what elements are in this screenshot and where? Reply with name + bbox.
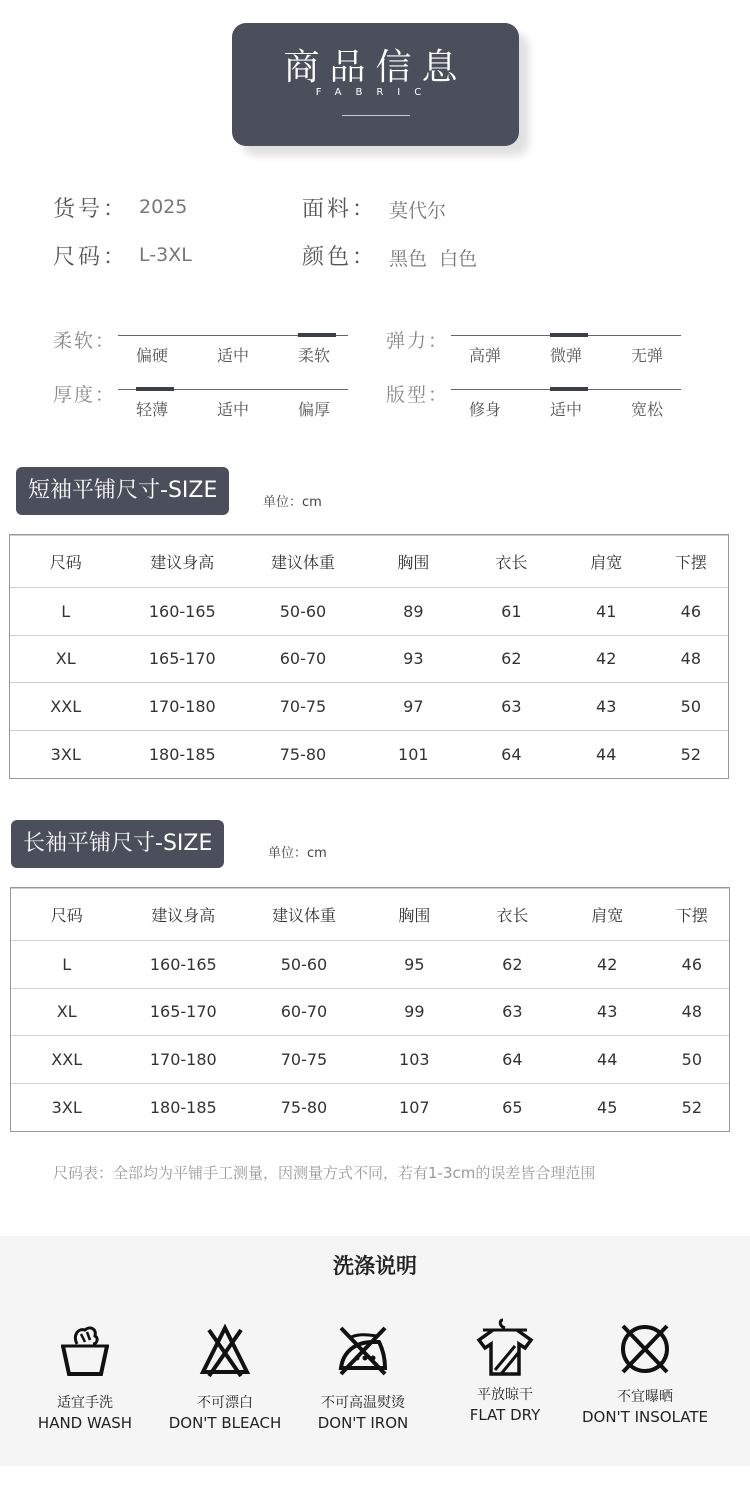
- table-header-cell: 衣长: [464, 536, 559, 588]
- attribute-tick-label: 无弹: [631, 346, 664, 365]
- wash-label-cn: 适宜手洗: [57, 1395, 113, 1411]
- table-cell: 48: [654, 635, 728, 683]
- wash-label-en: FLAT DRY: [469, 1406, 541, 1424]
- table-row: [11, 1036, 729, 1084]
- table-cell: 48: [655, 988, 729, 1036]
- long-sleeve-title: 长袖平铺尺寸-SIZE: [11, 820, 224, 868]
- size-label: 尺码：: [53, 245, 129, 270]
- table-header-cell: 建议身高: [121, 536, 243, 588]
- wash-item-no-sun: [570, 1322, 720, 1426]
- attribute-tick-label: 适中: [550, 400, 583, 419]
- table-header-cell: 衣长: [465, 889, 560, 941]
- attribute-label: 版型：: [386, 384, 450, 406]
- table-row: [10, 730, 728, 778]
- page-title: 商品信息: [283, 47, 468, 88]
- measurement-note: 尺码表：全部均为平铺手工测量，因测量方式不同，若有1-3cm的误差皆合理范围: [53, 1164, 596, 1182]
- fabric-label: 面料：: [302, 197, 378, 222]
- table-cell: 101: [363, 730, 464, 778]
- hand-wash-icon: [59, 1324, 111, 1378]
- table-cell: 99: [364, 988, 465, 1036]
- washing-title: 洗涤说明: [333, 1254, 417, 1278]
- table-cell: 44: [559, 730, 654, 778]
- table-cell: 75-80: [243, 730, 363, 778]
- table-cell: XL: [10, 635, 121, 683]
- table-cell: 62: [464, 635, 559, 683]
- table-header-cell: 尺码: [11, 889, 122, 941]
- table-cell: 180-185: [121, 730, 243, 778]
- table-cell: 42: [560, 941, 655, 989]
- table-cell: XL: [11, 988, 122, 1036]
- table-cell: XXL: [11, 1036, 122, 1084]
- short-sleeve-table: [9, 534, 729, 779]
- table-cell: 93: [363, 635, 464, 683]
- table-cell: 62: [465, 941, 560, 989]
- attribute-label: 厚度：: [53, 384, 117, 406]
- table-cell: 103: [364, 1036, 465, 1084]
- size-value: L-3XL: [139, 244, 192, 266]
- attribute-marker: [550, 333, 588, 337]
- table-cell: 95: [364, 941, 465, 989]
- table-cell: 46: [654, 588, 728, 636]
- attribute-tick-label: 适中: [217, 346, 250, 365]
- table-header-cell: 胸围: [364, 889, 465, 941]
- table-cell: 46: [655, 941, 729, 989]
- table-cell: 50-60: [243, 588, 363, 636]
- table-cell: 60-70: [244, 988, 364, 1036]
- wash-item-no-bleach: [150, 1324, 300, 1432]
- table-cell: 43: [559, 683, 654, 731]
- table-cell: 60-70: [243, 635, 363, 683]
- table-header-cell: 下摆: [655, 889, 729, 941]
- wash-label-en: HAND WASH: [37, 1414, 133, 1432]
- table-header-cell: 胸围: [363, 536, 464, 588]
- header-badge: [232, 23, 519, 146]
- wash-label-cn: 不可高温熨烫: [321, 1395, 405, 1411]
- no-bleach-icon: [199, 1324, 251, 1378]
- attribute-tick-label: 修身: [469, 400, 502, 419]
- table-cell: 44: [560, 1036, 655, 1084]
- table-header-cell: 尺码: [10, 536, 121, 588]
- table-cell: 50: [654, 683, 728, 731]
- table-cell: 43: [560, 988, 655, 1036]
- table-header-cell: 肩宽: [560, 889, 655, 941]
- table-cell: 165-170: [121, 635, 243, 683]
- title-underline: [342, 115, 410, 116]
- table-cell: 50: [655, 1036, 729, 1084]
- table-cell: XXL: [10, 683, 121, 731]
- table-cell: 160-165: [122, 941, 244, 989]
- wash-label-cn: 不可漂白: [197, 1395, 253, 1411]
- attribute-label: 柔软：: [53, 330, 117, 352]
- table-cell: L: [11, 941, 122, 989]
- color-value: 黑色 白色: [389, 248, 478, 270]
- short-sleeve-unit: 单位：cm: [263, 495, 322, 510]
- wash-item-no-iron: [288, 1324, 438, 1432]
- table-cell: 63: [464, 683, 559, 731]
- item-no-label: 货号：: [53, 197, 129, 222]
- attribute-tick-label: 柔软: [298, 346, 331, 365]
- long-sleeve-unit: 单位：cm: [268, 846, 327, 861]
- table-cell: 3XL: [11, 1083, 122, 1131]
- table-cell: 170-180: [121, 683, 243, 731]
- fabric-value: 莫代尔: [389, 200, 447, 222]
- table-cell: 64: [464, 730, 559, 778]
- table-header-row: [10, 536, 728, 588]
- table-cell: 42: [559, 635, 654, 683]
- attribute-tick-label: 高弹: [469, 346, 502, 365]
- short-sleeve-title: 短袖平铺尺寸-SIZE: [16, 467, 229, 515]
- attribute-marker: [136, 387, 174, 391]
- attribute-tick-label: 偏硬: [136, 346, 169, 365]
- table-cell: 70-75: [244, 1036, 364, 1084]
- table-cell: 52: [655, 1083, 729, 1131]
- color-label: 颜色：: [302, 245, 378, 270]
- wash-label-en: DON'T BLEACH: [168, 1414, 282, 1432]
- table-row: [10, 683, 728, 731]
- attribute-tick-label: 微弹: [550, 346, 583, 365]
- flat-dry-icon: [475, 1316, 535, 1378]
- table-cell: 61: [464, 588, 559, 636]
- washing-section: [0, 1236, 750, 1466]
- table-row: [10, 588, 728, 636]
- table-cell: 165-170: [122, 988, 244, 1036]
- long-sleeve-table: [10, 887, 730, 1132]
- attribute-marker: [298, 333, 336, 337]
- table-header-cell: 下摆: [654, 536, 728, 588]
- table-cell: 97: [363, 683, 464, 731]
- table-cell: 63: [465, 988, 560, 1036]
- table-cell: 75-80: [244, 1083, 364, 1131]
- attribute-tick-label: 偏厚: [298, 400, 331, 419]
- table-cell: 160-165: [121, 588, 243, 636]
- wash-item-flat-dry: [430, 1316, 580, 1424]
- table-row: [10, 635, 728, 683]
- wash-item-hand-wash: [10, 1324, 160, 1432]
- table-cell: 180-185: [122, 1083, 244, 1131]
- table-row: [11, 1083, 729, 1131]
- wash-label-en: DON'T IRON: [317, 1414, 409, 1432]
- item-no-value: 2025: [139, 196, 188, 218]
- no-iron-icon: [335, 1324, 391, 1378]
- wash-label-en: DON'T INSOLATE: [581, 1408, 709, 1426]
- table-cell: L: [10, 588, 121, 636]
- table-cell: 64: [465, 1036, 560, 1084]
- table-header-cell: 肩宽: [559, 536, 654, 588]
- table-cell: 52: [654, 730, 728, 778]
- table-cell: 65: [465, 1083, 560, 1131]
- attribute-tick-label: 轻薄: [136, 400, 169, 419]
- table-cell: 41: [559, 588, 654, 636]
- table-cell: 45: [560, 1083, 655, 1131]
- no-sun-icon: [619, 1322, 671, 1376]
- attribute-tick-label: 宽松: [631, 400, 664, 419]
- page-subtitle: FABRIC: [315, 87, 436, 98]
- attribute-tick-label: 适中: [217, 400, 250, 419]
- table-row: [11, 941, 729, 989]
- table-header-cell: 建议体重: [244, 889, 364, 941]
- table-header-cell: 建议体重: [243, 536, 363, 588]
- table-row: [11, 988, 729, 1036]
- table-cell: 89: [363, 588, 464, 636]
- table-cell: 3XL: [10, 730, 121, 778]
- attribute-marker: [550, 387, 588, 391]
- table-header-row: [11, 889, 729, 941]
- attribute-label: 弹力：: [386, 330, 450, 352]
- table-header-cell: 建议身高: [122, 889, 244, 941]
- table-cell: 50-60: [244, 941, 364, 989]
- table-cell: 170-180: [122, 1036, 244, 1084]
- wash-label-cn: 不宜曝晒: [617, 1389, 673, 1405]
- table-cell: 70-75: [243, 683, 363, 731]
- wash-label-cn: 平放晾干: [477, 1387, 533, 1403]
- table-cell: 107: [364, 1083, 465, 1131]
